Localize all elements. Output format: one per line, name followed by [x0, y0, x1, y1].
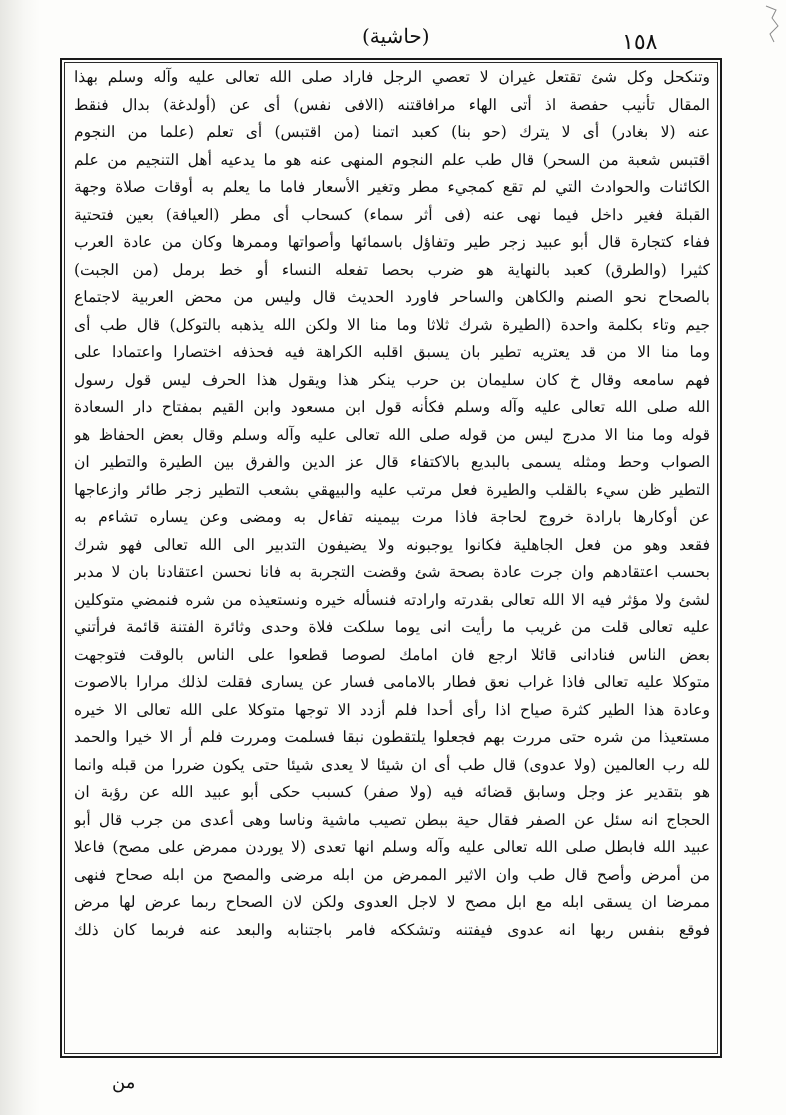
text-line: وعادة هذا الطير كثرة صياح اذا رأى أحدا فلم أزدد الا توجها متوكلا على الله تعالى الا خيره — [74, 700, 710, 719]
text-line: قوله وما منا الا مدرج ليس من قوله صلى الله تعالى عليه وآله وسلم وقال بعض الحفاظ هو — [74, 425, 710, 444]
text-line: وما منا الا من قد يعتريه تطير بان يسبق اقلبه الكراهة فيه فحذفه اختصارا واعتمادا على — [74, 343, 710, 361]
text-line: كثيرا (والطرق) كعبد بالنهاية هو ضرب بحصا تفعله النساء أو خط برمل (من الجبت) — [74, 260, 710, 279]
text-line: فوقع بنفس ربها انه عدوى فيفتنه وتشككه فامر باجتنابه والبعد عنه فربما كان ذلك — [74, 920, 710, 939]
text-line: الله صلى الله تعالى عليه وآله وسلم فكأنه قول ابن مسعود وابن القيم بمفتاح دار السعادة — [74, 398, 710, 416]
text-line: مستعيذا من شره حتى مررت بهم فجعلوا يلتقطون نبقا فسلمت ومررت فلم أر الا خيرا والحمد — [74, 728, 710, 746]
text-line: عبيد الله فابطل صلى الله تعالى عليه وآله وسلم انها تعدى (لا يوردن ممرض على مصح) فاعلا — [74, 838, 710, 856]
text-line: ففاء كتجارة قال أبو عبيد زجر طير وتفاؤل باسمائها وأصواتها وممرها وكان من عادة العرب — [74, 233, 710, 251]
text-line: متوكلا عليه تعالى فاذا غراب نعق فطار بالامامى فسار عن يسارى فقلت لذلك مرارا بالاصوت — [74, 673, 710, 691]
text-line: فقعد وهو من فعل الجاهلية فكانوا يوجبونه ولا يضيفون التدبير الى الله تعالى فهو شرك — [74, 535, 710, 554]
text-line: من أمرض وأصح قال طب وان الاثير الممرض من ابله مرضى والمصح من ابله صحاح فنهى — [74, 865, 710, 884]
text-line: فهم سامعه وقال خ كان سليمان بن حرب ينكر هذا ويقول هذا الحرف ليس قول رسول — [74, 370, 710, 389]
corner-scan-mark — [762, 4, 780, 44]
text-line: ممرضا ان يسقى ابله مع ابل مصح لا لاجل العدوى ولكن لان الصحاح ربما عرض لها مرض — [74, 893, 710, 911]
text-line: عليه تعالى قلت من غريب ما رأيت انى يوما سلكت فلاة وحدى وثائرة الفتنة قائمة فرأتني — [74, 618, 710, 636]
catchword: من — [112, 1072, 136, 1093]
page-edge-shadow — [0, 0, 40, 1115]
text-line: الحجاج انه سئل عن الصفر فقال حية ببطن تصيب ماشية وناسا وهى أعدى من جرب قال أبو — [74, 810, 710, 829]
text-line: التطير ظن سيء بالقلب والطيرة فعل مرتب عليه والبيهقي بشعب التطير زجر طائر وازعاجها — [74, 480, 710, 499]
text-line: الصواب وحط ومثله يسمى بالبديع بالاكتفاء قال عز الدين والفرق بين الطيرة والتطير ان — [74, 453, 710, 471]
text-line: عنه (لا بغادر) أى لا يترك (حو بنا) كعبد اتمنا (من اقتبس) أى تعلم (علما من النجوم — [74, 123, 710, 141]
header-title: (حاشية) — [362, 24, 430, 48]
text-line: المقال تأنيب حفصة اذ أتى الهاء مرافاقتنه (الافى نفس) أى عن (أولدغة) بدال فنقط — [74, 95, 710, 114]
page-header — [62, 18, 722, 62]
text-line: بعض الناس فنادانى قائلا ارجع فان امامك لصوصا قطعوا على الناس بالوقت فتوجهت — [74, 645, 710, 664]
text-line: هو بتقدير عز وجل وسابق قضائه فيه (ولا صفر) كسبب حكى أبو عبيد الله عن رؤبة ان — [74, 783, 710, 801]
text-line: لشئ ولا مؤثر فيه الا الله تعالى بقدرته وارادته فنسأله خيره ونستعيذه من شره فنمضي متوكلين — [74, 590, 710, 609]
text-line: وتنكحل وكل شئ تقتعل غيران لا تعصي الرجل فاراد صلى الله تعالى عليه وآله وسلم بهذا — [74, 68, 710, 86]
page-number: ١٥٨ — [622, 30, 658, 55]
main-text — [74, 64, 710, 944]
text-line: بحسب اعتقادهم وان جرت عادة بصحة شئ وقضت التجربة به فانا نحسن اعتقادنا بان لا مدبر — [74, 563, 710, 581]
text-line: القبلة فغير داخل فيما نهى عنه (فى أثر سماء) كسحاب أى مطر (العيافة) بعين فتحتية — [74, 205, 710, 224]
text-line: جيم وتاء بكلمة واحدة (الطيرة شرك ثلاثا وما منا الا ولكن الله يذهبه بالتوكل) قال طب أى — [74, 315, 710, 334]
text-line: لله رب العالمين (ولا عدوى) قال طب أى ان شيئا لا يعدى شيئا حتى يكون ضررا من قبله وانما — [74, 755, 710, 774]
text-line: عن أوكارها بارادة خروج لحاجة فاذا مرت بيمينه تفاءل به ومضى وعن يساره تشاءم به — [74, 508, 710, 526]
text-line: بالصحاح نحو الصنم والكاهن والساحر فاورد الحديث قال وليس من محض العربية لاجتماع — [74, 288, 710, 306]
text-line: الكائنات والحوادث التي لم تقع كمجيء مطر وتغير الأسعار فاما ما يعلم به أوقات صلاة وجهة — [74, 178, 710, 196]
text-line: اقتبس شعبة من السحر) قال طب علم النجوم المنهى عنه هو ما يدعيه أهل التنجيم من علم — [74, 150, 710, 169]
